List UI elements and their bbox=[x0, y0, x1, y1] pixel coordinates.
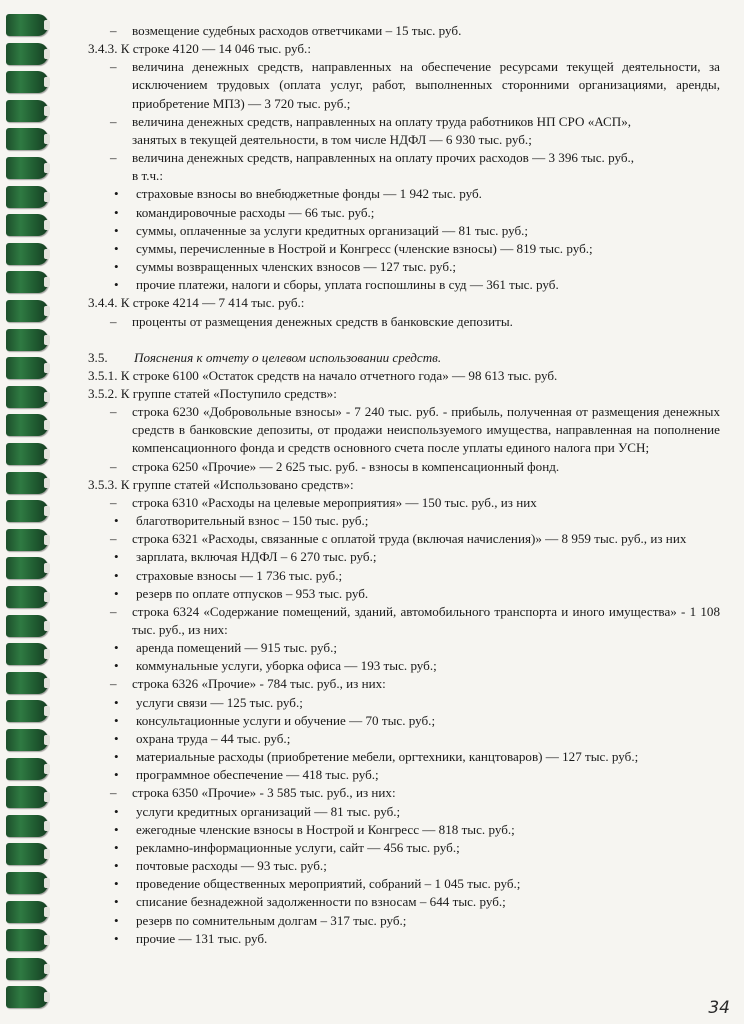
binding-ring bbox=[6, 700, 48, 722]
bullet-list-item bbox=[80, 875, 720, 893]
bullet-item-text: резерв по оплате отпусков – 953 тыс. руб. bbox=[136, 585, 369, 601]
subsection-text: 3.5.2. К группе статей «Поступило средств»: bbox=[88, 385, 337, 401]
bullet-item-text: охрана труда – 44 тыс. руб.; bbox=[136, 730, 291, 746]
dash-list-item bbox=[80, 675, 720, 693]
bullet-list-item bbox=[80, 567, 720, 585]
dash-marker: – bbox=[110, 113, 117, 129]
dash-item-text: проценты от размещения денежных средств в банковские депозиты. bbox=[132, 313, 513, 329]
bullet-icon: • bbox=[114, 186, 119, 202]
binding-ring bbox=[6, 128, 48, 150]
binding-hole bbox=[44, 506, 50, 516]
binding-hole bbox=[44, 792, 50, 802]
binding-ring bbox=[6, 329, 48, 351]
bullet-list-item bbox=[80, 712, 720, 730]
bullet-icon: • bbox=[114, 567, 119, 583]
dash-marker: – bbox=[110, 59, 117, 75]
section-number: 3.5. bbox=[88, 349, 108, 365]
subsection-line bbox=[80, 385, 720, 403]
bullet-icon: • bbox=[114, 803, 119, 819]
binding-ring bbox=[6, 472, 48, 494]
bullet-item-text: материальные расходы (приобретение мебели, оргтехники, канцтоваров) — 127 тыс. руб.; bbox=[136, 749, 639, 765]
bullet-list-item bbox=[80, 639, 720, 657]
bullet-list-item bbox=[80, 912, 720, 930]
section-heading bbox=[80, 349, 720, 367]
bullet-item-text: ежегодные членские взносы в Нострой и Конгресс — 818 тыс. руб.; bbox=[136, 821, 515, 837]
bullet-list-item bbox=[80, 694, 720, 712]
binding-ring bbox=[6, 958, 48, 980]
bullet-icon: • bbox=[114, 858, 119, 874]
binding-hole bbox=[44, 764, 50, 774]
bullet-item-text: почтовые расходы — 93 тыс. руб.; bbox=[136, 858, 327, 874]
subsection-line bbox=[80, 367, 720, 385]
bullet-list-item bbox=[80, 185, 720, 203]
binding-ring bbox=[6, 186, 48, 208]
dash-list-item bbox=[80, 458, 720, 476]
binding-ring bbox=[6, 100, 48, 122]
binding-hole bbox=[44, 363, 50, 373]
bullet-list-item bbox=[80, 730, 720, 748]
bullet-icon: • bbox=[114, 712, 119, 728]
binding-hole bbox=[44, 878, 50, 888]
document-page bbox=[80, 22, 720, 948]
blank-line bbox=[80, 331, 720, 349]
binding-hole bbox=[44, 420, 50, 430]
binding-hole bbox=[44, 20, 50, 30]
subsection-text: 3.4.3. К строке 4120 — 14 046 тыс. руб.: bbox=[88, 41, 311, 57]
bullet-item-text: консультационные услуги и обучение — 70 тыс. руб.; bbox=[136, 712, 436, 728]
dash-list-item bbox=[80, 494, 720, 512]
binding-ring bbox=[6, 729, 48, 751]
binding-ring bbox=[6, 615, 48, 637]
dash-list-item bbox=[80, 58, 720, 112]
binding-hole bbox=[44, 821, 50, 831]
binding-hole bbox=[44, 706, 50, 716]
bullet-item-text: благотворительный взнос – 150 тыс. руб.; bbox=[136, 513, 369, 529]
dash-item-text: величина денежных средств, направленных на обеспечение ресурсами текущей деятельности, за исключением трудовых (оплата услуг, работ, выполненных сторонними организациями, аренды, приобретение МПЗ) — 3 720 тыс. руб.; bbox=[132, 59, 720, 111]
bullet-list-item bbox=[80, 240, 720, 258]
bullet-list-item bbox=[80, 839, 720, 857]
binding-hole bbox=[44, 249, 50, 259]
binding-ring bbox=[6, 500, 48, 522]
bullet-item-text: суммы возвращенных членских взносов — 127 тыс. руб.; bbox=[136, 259, 457, 275]
binding-ring bbox=[6, 357, 48, 379]
binding-hole bbox=[44, 992, 50, 1002]
bullet-item-text: страховые взносы во внебюджетные фонды — 1 942 тыс. руб. bbox=[136, 186, 482, 202]
bullet-list-item bbox=[80, 204, 720, 222]
binding-hole bbox=[44, 735, 50, 745]
binding-ring bbox=[6, 672, 48, 694]
dash-marker: – bbox=[110, 150, 117, 166]
binding-ring bbox=[6, 43, 48, 65]
binding-ring bbox=[6, 386, 48, 408]
section-title: Пояснения к отчету о целевом использовании средств. bbox=[134, 349, 442, 365]
dash-list-item bbox=[80, 313, 720, 331]
binding-ring bbox=[6, 786, 48, 808]
bullet-item-text: рекламно-информационные услуги, сайт — 456 тыс. руб.; bbox=[136, 839, 460, 855]
dash-list-item bbox=[80, 22, 720, 40]
dash-list-item bbox=[80, 403, 720, 457]
bullet-item-text: услуги связи — 125 тыс. руб.; bbox=[136, 694, 303, 710]
bullet-list-item bbox=[80, 657, 720, 675]
bullet-item-text: списание безнадежной задолженности по взносам – 644 тыс. руб.; bbox=[136, 894, 506, 910]
dash-marker: – bbox=[110, 404, 117, 420]
bullet-item-text: резерв по сомнительным долгам – 317 тыс. руб.; bbox=[136, 912, 407, 928]
bullet-list-item bbox=[80, 821, 720, 839]
dash-list-item bbox=[80, 530, 720, 548]
bullet-icon: • bbox=[114, 930, 119, 946]
bullet-icon: • bbox=[114, 204, 119, 220]
bullet-icon: • bbox=[114, 658, 119, 674]
binding-hole bbox=[44, 907, 50, 917]
binding-hole bbox=[44, 163, 50, 173]
continuation-line bbox=[80, 131, 720, 149]
dash-marker: – bbox=[110, 676, 117, 692]
dash-item-text: строка 6324 «Содержание помещений, зданий, автомобильного транспорта и иного имущества» - 1 108 тыс. руб., из них: bbox=[132, 603, 720, 637]
bullet-icon: • bbox=[114, 240, 119, 256]
bullet-item-text: прочие — 131 тыс. руб. bbox=[136, 930, 268, 946]
binding-hole bbox=[44, 392, 50, 402]
binding-hole bbox=[44, 478, 50, 488]
binding-hole bbox=[44, 134, 50, 144]
bullet-icon: • bbox=[114, 513, 119, 529]
binding-hole bbox=[44, 621, 50, 631]
dash-item-text: величина денежных средств, направленных на оплату прочих расходов — 3 396 тыс. руб., bbox=[132, 150, 635, 166]
bullet-item-text: проведение общественных мероприятий, собраний – 1 045 тыс. руб.; bbox=[136, 876, 521, 892]
binding-ring bbox=[6, 986, 48, 1008]
binding-ring bbox=[6, 557, 48, 579]
binding-ring bbox=[6, 815, 48, 837]
page-number: 34 bbox=[708, 998, 730, 1018]
binding-hole bbox=[44, 220, 50, 230]
subsection-line bbox=[80, 294, 720, 312]
dash-marker: – bbox=[110, 494, 117, 510]
bullet-item-text: страховые взносы — 1 736 тыс. руб.; bbox=[136, 567, 343, 583]
binding-ring bbox=[6, 758, 48, 780]
binding-hole bbox=[44, 563, 50, 573]
dash-marker: – bbox=[110, 458, 117, 474]
binding-hole bbox=[44, 649, 50, 659]
binding-hole bbox=[44, 192, 50, 202]
continuation-text: занятых в текущей деятельности, в том числе НДФЛ — 6 930 тыс. руб.; bbox=[132, 131, 532, 147]
bullet-icon: • bbox=[114, 767, 119, 783]
dash-item-text: величина денежных средств, направленных на оплату труда работников НП СРО «АСП», bbox=[132, 113, 632, 129]
dash-item-text: строка 6250 «Прочие» — 2 625 тыс. руб. - взносы в компенсационный фонд. bbox=[132, 458, 560, 474]
binding-hole bbox=[44, 592, 50, 602]
bullet-item-text: зарплата, включая НДФЛ – 6 270 тыс. руб.; bbox=[136, 549, 377, 565]
dash-item-text: строка 6310 «Расходы на целевые мероприятия» — 150 тыс. руб., из них bbox=[132, 494, 537, 510]
bullet-icon: • bbox=[114, 749, 119, 765]
dash-item-text: строка 6350 «Прочие» - 3 585 тыс. руб., из них: bbox=[132, 785, 396, 801]
bullet-list-item bbox=[80, 258, 720, 276]
bullet-icon: • bbox=[114, 277, 119, 293]
binding-hole bbox=[44, 964, 50, 974]
dash-item-text: возмещение судебных расходов ответчиками – 15 тыс. руб. bbox=[132, 23, 462, 38]
binding-hole bbox=[44, 849, 50, 859]
bullet-item-text: суммы, оплаченные за услуги кредитных организаций — 81 тыс. руб.; bbox=[136, 222, 529, 238]
binding-hole bbox=[44, 277, 50, 287]
dash-marker: – bbox=[110, 785, 117, 801]
dash-item-text: строка 6326 «Прочие» - 784 тыс. руб., из них: bbox=[132, 676, 386, 692]
bullet-icon: • bbox=[114, 585, 119, 601]
dash-list-item bbox=[80, 603, 720, 639]
bullet-item-text: прочие платежи, налоги и сборы, уплата госпошлины в суд — 361 тыс. руб. bbox=[136, 277, 559, 293]
bullet-item-text: суммы, перечисленные в Нострой и Конгресс (членские взносы) — 819 тыс. руб.; bbox=[136, 240, 593, 256]
bullet-item-text: услуги кредитных организаций — 81 тыс. руб.; bbox=[136, 803, 401, 819]
bullet-list-item bbox=[80, 222, 720, 240]
binding-ring bbox=[6, 529, 48, 551]
continuation-line bbox=[80, 167, 720, 185]
bullet-list-item bbox=[80, 548, 720, 566]
binding-ring bbox=[6, 243, 48, 265]
binding-ring bbox=[6, 414, 48, 436]
continuation-text: в т.ч.: bbox=[132, 168, 163, 184]
binding-hole bbox=[44, 77, 50, 87]
bullet-list-item bbox=[80, 748, 720, 766]
bullet-icon: • bbox=[114, 821, 119, 837]
dash-item-text: строка 6230 «Добровольные взносы» - 7 240 тыс. руб. - прибыль, полученная от размещения денежных средств в банковские депозиты, от продажи неиспользуемого имущества, направленная на пополнение компенсационного фонда и средств основного счета после уплаты единого налога при УСН; bbox=[132, 404, 720, 456]
bullet-icon: • bbox=[114, 876, 119, 892]
binding-ring bbox=[6, 443, 48, 465]
dash-item-text: строка 6321 «Расходы, связанные с оплатой труда (включая начисления)» — 8 959 тыс. руб., из них bbox=[132, 531, 687, 547]
binding-ring bbox=[6, 643, 48, 665]
bullet-icon: • bbox=[114, 640, 119, 656]
bullet-item-text: командировочные расходы — 66 тыс. руб.; bbox=[136, 204, 375, 220]
binding-ring bbox=[6, 929, 48, 951]
dash-marker: – bbox=[110, 531, 117, 547]
dash-marker: – bbox=[110, 603, 117, 619]
binding-ring bbox=[6, 14, 48, 36]
dash-list-item bbox=[80, 113, 720, 131]
bullet-icon: • bbox=[114, 222, 119, 238]
bullet-list-item bbox=[80, 766, 720, 784]
subsection-line bbox=[80, 40, 720, 58]
bullet-icon: • bbox=[114, 730, 119, 746]
dash-list-item bbox=[80, 784, 720, 802]
bullet-item-text: программное обеспечение — 418 тыс. руб.; bbox=[136, 767, 379, 783]
bullet-list-item bbox=[80, 512, 720, 530]
dash-list-item bbox=[80, 149, 720, 167]
spiral-binding bbox=[0, 0, 60, 1024]
binding-ring bbox=[6, 300, 48, 322]
bullet-icon: • bbox=[114, 259, 119, 275]
bullet-icon: • bbox=[114, 694, 119, 710]
bullet-icon: • bbox=[114, 894, 119, 910]
binding-hole bbox=[44, 535, 50, 545]
dash-marker: – bbox=[110, 23, 117, 38]
binding-ring bbox=[6, 586, 48, 608]
bullet-item-text: коммунальные услуги, уборка офиса — 193 тыс. руб.; bbox=[136, 658, 437, 674]
binding-ring bbox=[6, 71, 48, 93]
binding-hole bbox=[44, 335, 50, 345]
bullet-icon: • bbox=[114, 839, 119, 855]
binding-hole bbox=[44, 49, 50, 59]
dash-marker: – bbox=[110, 313, 117, 329]
bullet-list-item bbox=[80, 930, 720, 948]
binding-hole bbox=[44, 106, 50, 116]
binding-hole bbox=[44, 449, 50, 459]
binding-hole bbox=[44, 935, 50, 945]
binding-ring bbox=[6, 214, 48, 236]
bullet-list-item bbox=[80, 857, 720, 875]
bullet-list-item bbox=[80, 585, 720, 603]
bullet-icon: • bbox=[114, 549, 119, 565]
binding-hole bbox=[44, 306, 50, 316]
bullet-list-item bbox=[80, 893, 720, 911]
binding-ring bbox=[6, 157, 48, 179]
binding-ring bbox=[6, 901, 48, 923]
subsection-text: 3.5.3. К группе статей «Использовано средств»: bbox=[88, 476, 354, 492]
binding-hole bbox=[44, 678, 50, 688]
binding-ring bbox=[6, 872, 48, 894]
subsection-line bbox=[80, 476, 720, 494]
bullet-item-text: аренда помещений — 915 тыс. руб.; bbox=[136, 640, 337, 656]
subsection-text: 3.5.1. К строке 6100 «Остаток средств на начало отчетного года» — 98 613 тыс. руб. bbox=[88, 367, 558, 383]
binding-ring bbox=[6, 843, 48, 865]
bullet-list-item bbox=[80, 803, 720, 821]
bullet-list-item bbox=[80, 276, 720, 294]
subsection-text: 3.4.4. К строке 4214 — 7 414 тыс. руб.: bbox=[88, 295, 305, 311]
bullet-icon: • bbox=[114, 912, 119, 928]
binding-ring bbox=[6, 271, 48, 293]
